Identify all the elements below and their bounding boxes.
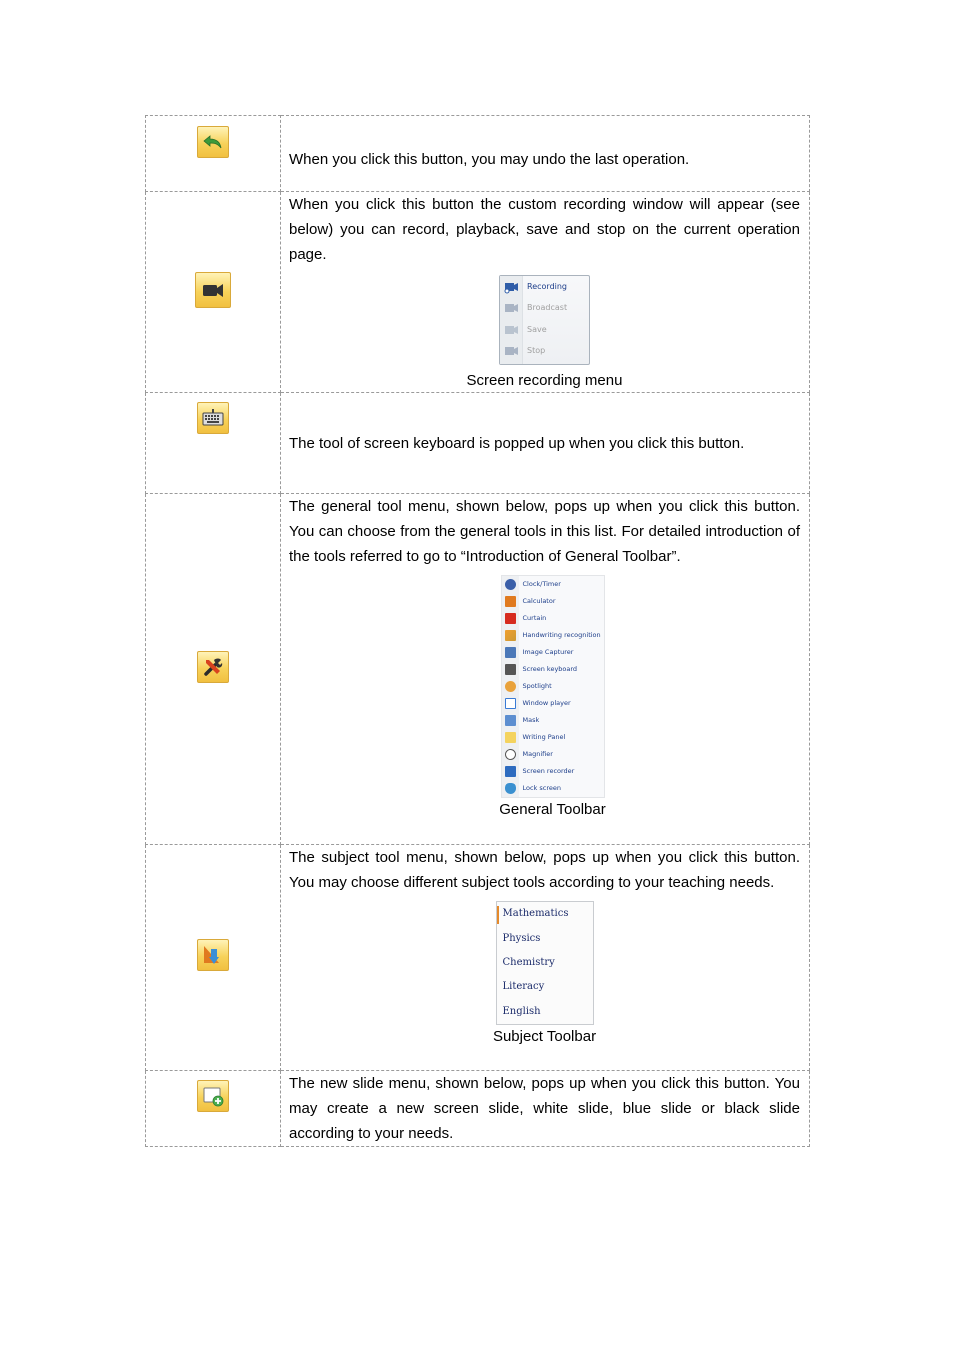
screen-recording-menu <box>499 275 590 365</box>
curtain-icon <box>505 613 516 624</box>
recording-caption: Screen recording menu <box>466 372 623 389</box>
menu-item-recording[interactable] <box>500 278 589 298</box>
keyboard-description: The tool of screen keyboard is popped up when you click this button. <box>289 434 745 452</box>
subject-tools-description: The subject tool menu, shown below, pops up when you click this button. You may choose different subject tools according to your teaching needs. <box>289 849 800 891</box>
video-camera-icon[interactable] <box>195 272 231 308</box>
menu-item-mathematics[interactable]: Mathematics <box>502 908 569 919</box>
keyboard-icon[interactable] <box>197 402 229 434</box>
general-toolbar-caption: General Toolbar <box>499 801 606 818</box>
clock-icon <box>505 579 516 590</box>
menu-item-window-player[interactable] <box>502 695 604 712</box>
recording-description: When you click this button the custom recording window will appear (see below) you can record, playback, save and stop on the current operation page. <box>289 196 800 263</box>
description-cell <box>281 192 810 393</box>
magnifier-icon <box>505 749 516 760</box>
handwriting-icon <box>505 630 516 641</box>
icon-cell <box>146 393 281 494</box>
menu-label: Save <box>527 325 547 334</box>
menu-label: Calculator <box>522 597 556 605</box>
subject-tools-icon[interactable] <box>197 939 229 971</box>
subject-toolbar-caption: Subject Toolbar <box>492 1028 597 1045</box>
feature-table <box>145 115 810 1147</box>
screen-recorder-icon <box>505 766 516 777</box>
menu-item-save[interactable] <box>500 321 589 341</box>
menu-label: Screen recorder <box>522 767 575 775</box>
save-icon <box>504 324 519 337</box>
subject-toolbar-menu <box>496 901 594 1025</box>
icon-cell <box>146 1071 281 1147</box>
menu-item-mask[interactable] <box>502 712 604 729</box>
window-player-icon <box>505 698 516 709</box>
table-row <box>146 845 810 1071</box>
description-cell <box>281 1071 810 1147</box>
general-tools-description: The general tool menu, shown below, pops up when you click this button. You can choose from the general tools in this list. For detailed introduction of the tools referred to go to “Introduction of General Toolbar”. <box>289 498 800 565</box>
icon-cell <box>146 192 281 393</box>
menu-item-clock-timer[interactable] <box>502 576 604 593</box>
menu-label: Lock screen <box>522 784 561 792</box>
table-row <box>146 116 810 192</box>
menu-label: Spotlight <box>522 682 552 690</box>
broadcast-icon <box>504 302 519 315</box>
camera-icon <box>505 647 516 658</box>
stop-icon <box>504 345 519 358</box>
menu-label: Mask <box>522 716 540 724</box>
icon-cell <box>146 845 281 1071</box>
tools-icon[interactable] <box>197 651 229 683</box>
menu-label: Stop <box>527 346 546 355</box>
icon-cell <box>146 116 281 192</box>
menu-label: Broadcast <box>527 303 568 312</box>
menu-item-stop[interactable] <box>500 342 589 362</box>
menu-item-english[interactable]: English <box>502 1006 541 1017</box>
new-slide-description: The new slide menu, shown below, pops up when you click this button. You may create a new screen slide, white slide, blue slide or black slide according to your needs. <box>289 1075 800 1142</box>
menu-label: Screen keyboard <box>522 665 578 673</box>
writing-panel-icon <box>505 732 516 743</box>
description-cell <box>281 845 810 1071</box>
menu-item-calculator[interactable] <box>502 593 604 610</box>
description-cell <box>281 116 810 192</box>
menu-item-handwriting-recognition[interactable] <box>502 627 604 644</box>
menu-label: Curtain <box>522 614 547 622</box>
keyboard-small-icon <box>505 664 516 675</box>
new-slide-icon[interactable] <box>197 1080 229 1112</box>
general-toolbar-menu <box>501 575 605 798</box>
menu-item-magnifier[interactable] <box>502 746 604 763</box>
menu-item-image-capturer[interactable] <box>502 644 604 661</box>
menu-item-broadcast[interactable] <box>500 299 589 319</box>
undo-icon[interactable] <box>197 126 229 158</box>
table-row <box>146 393 810 494</box>
calculator-icon <box>505 596 516 607</box>
menu-item-spotlight[interactable] <box>502 678 604 695</box>
menu-item-screen-recorder[interactable] <box>502 763 604 780</box>
spotlight-icon <box>505 681 516 692</box>
menu-item-curtain[interactable] <box>502 610 604 627</box>
table-row <box>146 494 810 845</box>
menu-item-screen-keyboard[interactable] <box>502 661 604 678</box>
description-cell <box>281 494 810 845</box>
menu-item-chemistry[interactable]: Chemistry <box>502 957 555 968</box>
menu-accent <box>497 906 499 924</box>
menu-label: Writing Panel <box>522 733 566 741</box>
menu-item-lock-screen[interactable] <box>502 780 604 797</box>
menu-label: Image Capturer <box>522 648 574 656</box>
lock-screen-icon <box>505 783 516 794</box>
menu-label: Window player <box>522 699 571 707</box>
description-cell <box>281 393 810 494</box>
menu-item-writing-panel[interactable] <box>502 729 604 746</box>
menu-label: Magnifier <box>522 750 553 758</box>
menu-item-literacy[interactable]: Literacy <box>502 981 545 992</box>
table-row <box>146 192 810 393</box>
menu-label: Recording <box>527 282 568 291</box>
table-row <box>146 1071 810 1147</box>
record-icon <box>504 281 519 294</box>
icon-cell <box>146 494 281 845</box>
undo-description: When you click this button, you may undo the last operation. <box>289 151 690 168</box>
menu-item-physics[interactable]: Physics <box>502 933 541 944</box>
mask-icon <box>505 715 516 726</box>
menu-label: Handwriting recognition <box>522 631 601 639</box>
menu-label: Clock/Timer <box>522 580 561 588</box>
